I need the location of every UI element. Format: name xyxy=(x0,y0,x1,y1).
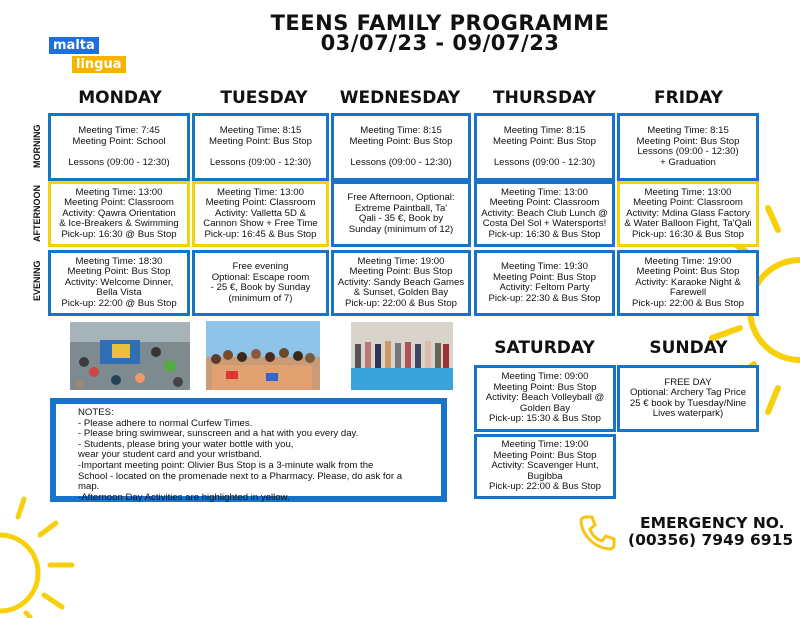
schedule-cell-wednesday-morning: Meeting Time: 8:15 Meeting Point: Bus Stop Lessons (09:00 - 12:30) xyxy=(331,113,471,181)
schedule-cell-sunday: FREE DAY Optional: Archery Tag Price 25 € book by Tuesday/Nine Lives waterpark) xyxy=(617,365,759,432)
period-label-afternoon: AFTERNOON xyxy=(32,185,42,242)
activity-photo xyxy=(351,322,453,390)
activity-photo xyxy=(70,322,190,390)
emergency-number: (00356) 7949 6915 xyxy=(628,531,794,549)
period-label-morning: MORNING xyxy=(32,124,42,169)
emergency-label: EMERGENCY NO. xyxy=(640,514,785,532)
schedule-cell-thursday-morning: Meeting Time: 8:15 Meeting Point: Bus Stop Lessons (09:00 - 12:30) xyxy=(474,113,615,181)
sun-icon xyxy=(0,495,100,618)
day-header-friday: FRIDAY xyxy=(654,88,723,108)
schedule-cell-wednesday-evening: Meeting Time: 19:00 Meeting Point: Bus Stop Activity: Sandy Beach Games & Sunset, Golden Bay Pick-up: 22:00 & Bus Stop xyxy=(331,250,471,316)
logo-lingua: lingua xyxy=(72,56,126,73)
schedule-cell-saturday-evening: Meeting Time: 19:00 Meeting Point: Bus Stop Activity: Scavenger Hunt, Bugibba Pick-up: 22:00 & Bus Stop xyxy=(474,434,616,499)
day-header-thursday: THURSDAY xyxy=(493,88,596,108)
schedule-cell-wednesday-afternoon: Free Afternoon, Optional: Extreme Paintball, Ta' Qali - 35 €, Book by Sunday (minimum of 12) xyxy=(331,181,471,247)
schedule-cell-saturday-day: Meeting Time: 09:00 Meeting Point: Bus Stop Activity: Beach Volleyball @ Golden Bay Pick-up: 15:30 & Bus Stop xyxy=(474,365,616,432)
schedule-cell-thursday-afternoon: Meeting Time: 13:00 Meeting Point: Classroom Activity: Beach Club Lunch @ Costa Del Sol + Watersports! Pick-up: 16:30 & Bus Stop xyxy=(474,181,615,247)
schedule-cell-monday-evening: Meeting Time: 18:30 Meeting Point: Bus Stop Activity: Welcome Dinner, Bella Vista Pick-up: 22:00 @ Bus Stop xyxy=(48,250,190,316)
logo-malta: malta xyxy=(49,37,99,54)
schedule-cell-friday-morning: Meeting Time: 8:15 Meeting Point: Bus Stop Lessons (09:00 - 12:30) + Graduation xyxy=(617,113,759,181)
programme-title: TEENS FAMILY PROGRAMME xyxy=(270,11,610,35)
notes-text: NOTES: - Please adhere to normal Curfew Times. - Please bring swimwear, sunscreen and a hat with you every day. - Students, please bring your water bottle with you, wear your student card and your wristband. -Important meeting point: Olivier Bus Stop is a 3-minute walk from the School - located on the promenade next to a Pharmacy. Please, do ask for a map. -Afternoon Day Activities are highlighted in yellow. xyxy=(78,407,403,503)
day-header-wednesday: WEDNESDAY xyxy=(339,88,461,108)
day-header-tuesday: TUESDAY xyxy=(220,88,308,108)
schedule-cell-tuesday-morning: Meeting Time: 8:15 Meeting Point: Bus Stop Lessons (09:00 - 12:30) xyxy=(192,113,329,181)
schedule-cell-friday-afternoon: Meeting Time: 13:00 Meeting Point: Classroom Activity: Mdina Glass Factory & Water Balloon Fight, Ta'Qali Pick-up: 16:30 & Bus Stop xyxy=(617,181,759,247)
period-label-evening: EVENING xyxy=(32,260,42,301)
activity-photo xyxy=(206,321,320,390)
day-header-saturday: SATURDAY xyxy=(494,338,595,358)
schedule-cell-friday-evening: Meeting Time: 19:00 Meeting Point: Bus Stop Activity: Karaoke Night & Farewell Pick-up: 22:00 & Bus Stop xyxy=(617,250,759,316)
phone-icon xyxy=(578,513,616,551)
programme-dates: 03/07/23 - 09/07/23 xyxy=(320,31,560,55)
schedule-cell-thursday-evening: Meeting Time: 19:30 Meeting Point: Bus Stop Activity: Feltom Party Pick-up: 22:30 & Bus Stop xyxy=(474,250,615,316)
day-header-sunday: SUNDAY xyxy=(649,338,728,358)
schedule-cell-monday-morning: Meeting Time: 7:45 Meeting Point: School Lessons (09:00 - 12:30) xyxy=(48,113,190,181)
schedule-cell-tuesday-afternoon: Meeting Time: 13:00 Meeting Point: Classroom Activity: Valletta 5D & Cannon Show + Free Time Pick-up: 16:45 & Bus Stop xyxy=(192,181,329,247)
schedule-cell-monday-afternoon: Meeting Time: 13:00 Meeting Point: Classroom Activity: Qawra Orientation & Ice-Breakers & Swimming Pick-up: 16:30 @ Bus Stop xyxy=(48,181,190,247)
schedule-cell-tuesday-evening: Free evening Optional: Escape room - 25 €, Book by Sunday (minimum of 7) xyxy=(192,250,329,316)
notes-box xyxy=(50,398,447,502)
day-header-monday: MONDAY xyxy=(78,88,162,108)
